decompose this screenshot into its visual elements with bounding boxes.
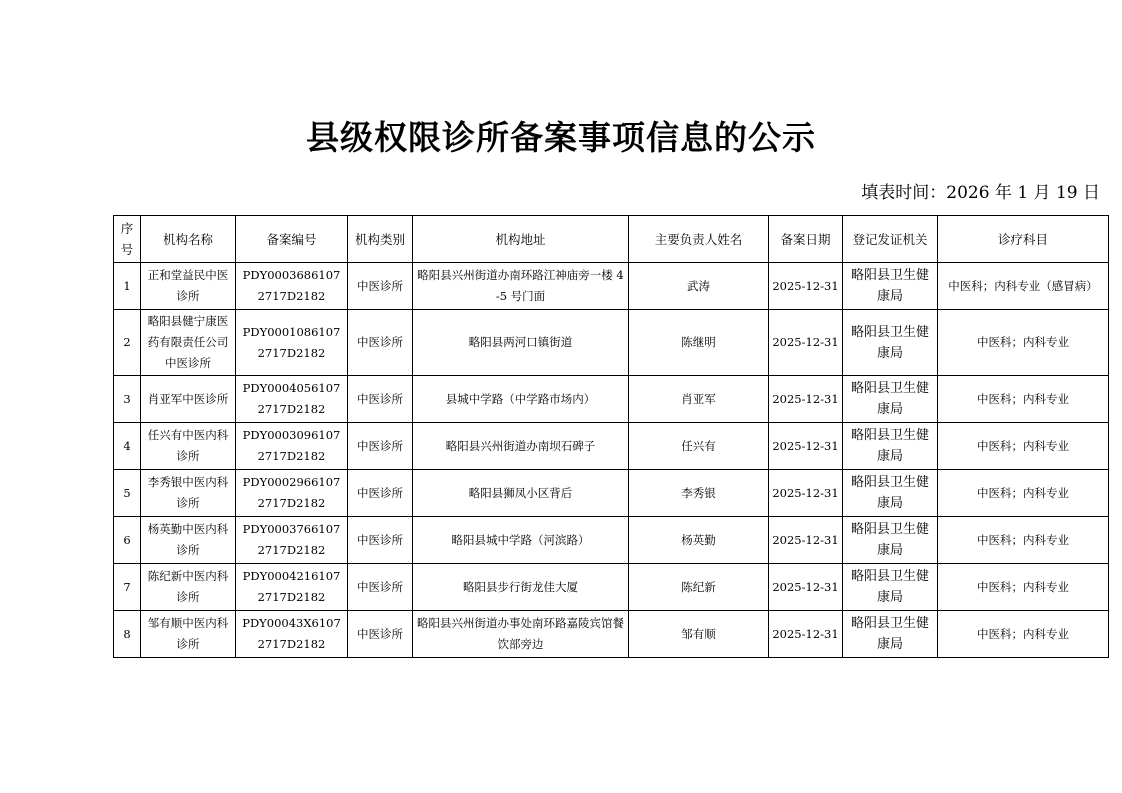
cell-type: 中医诊所 [348,423,413,470]
cell-authority: 略阳县卫生健康局 [843,263,938,310]
cell-authority: 略阳县卫生健康局 [843,376,938,423]
cell-date: 2025-12-31 [769,517,843,564]
table-row [114,564,1109,611]
table-row [114,517,1109,564]
cell-authority: 略阳县卫生健康局 [843,310,938,376]
cell-name: 任兴有中医内科诊所 [141,423,236,470]
cell-address: 略阳县两河口镇街道 [413,310,629,376]
header-address: 机构地址 [413,216,629,263]
cell-type: 中医诊所 [348,564,413,611]
cell-name: 李秀银中医内科诊所 [141,470,236,517]
cell-name: 正和堂益民中医诊所 [141,263,236,310]
cell-person: 邹有顺 [629,611,769,658]
cell-record-no: PDY00040561072717D2182 [236,376,348,423]
cell-person: 杨英勤 [629,517,769,564]
cell-record-no: PDY00029661072717D2182 [236,470,348,517]
header-scope: 诊疗科目 [938,216,1109,263]
cell-name: 肖亚军中医诊所 [141,376,236,423]
cell-record-no: PDY00030961072717D2182 [236,423,348,470]
table-header-row [114,216,1109,263]
cell-date: 2025-12-31 [769,611,843,658]
header-record-no: 备案编号 [236,216,348,263]
cell-authority: 略阳县卫生健康局 [843,611,938,658]
cell-name: 陈纪新中医内科诊所 [141,564,236,611]
table-row [114,611,1109,658]
cell-date: 2025-12-31 [769,310,843,376]
cell-address: 略阳县兴州街道办南环路江神庙旁一楼 4-5 号门面 [413,263,629,310]
header-type: 机构类别 [348,216,413,263]
cell-scope: 中医科；内科专业 [938,517,1109,564]
table-row [114,423,1109,470]
cell-date: 2025-12-31 [769,470,843,517]
cell-seq: 4 [114,423,141,470]
records-table [113,215,1109,658]
cell-authority: 略阳县卫生健康局 [843,564,938,611]
cell-date: 2025-12-31 [769,263,843,310]
table-row [114,263,1109,310]
cell-record-no: PDY00037661072717D2182 [236,517,348,564]
cell-person: 任兴有 [629,423,769,470]
cell-authority: 略阳县卫生健康局 [843,423,938,470]
cell-seq: 7 [114,564,141,611]
cell-record-no: PDY00042161072717D2182 [236,564,348,611]
cell-type: 中医诊所 [348,470,413,517]
cell-name: 略阳县健宁康医药有限责任公司中医诊所 [141,310,236,376]
fill-date: 填表时间：2026 年 1 月 19 日 [861,183,1100,203]
cell-seq: 5 [114,470,141,517]
cell-address: 略阳县城中学路（河滨路） [413,517,629,564]
cell-scope: 中医科；内科专业 [938,564,1109,611]
cell-person: 陈纪新 [629,564,769,611]
cell-seq: 3 [114,376,141,423]
cell-address: 略阳县狮凤小区背后 [413,470,629,517]
cell-record-no: PDY00010861072717D2182 [236,310,348,376]
cell-scope: 中医科；内科专业 [938,423,1109,470]
cell-scope: 中医科；内科专业 [938,376,1109,423]
cell-date: 2025-12-31 [769,564,843,611]
cell-record-no: PDY00043X61072717D2182 [236,611,348,658]
cell-type: 中医诊所 [348,517,413,564]
cell-date: 2025-12-31 [769,376,843,423]
page-title: 县级权限诊所备案事项信息的公示 [306,118,816,157]
header-name: 机构名称 [141,216,236,263]
cell-person: 陈继明 [629,310,769,376]
cell-name: 邹有顺中医内科诊所 [141,611,236,658]
header-date: 备案日期 [769,216,843,263]
cell-name: 杨英勤中医内科诊所 [141,517,236,564]
table-row [114,470,1109,517]
cell-scope: 中医科；内科专业 [938,310,1109,376]
header-authority: 登记发证机关 [843,216,938,263]
table-row [114,310,1109,376]
cell-address: 略阳县兴州街道办南坝石碑子 [413,423,629,470]
header-person: 主要负责人姓名 [629,216,769,263]
cell-date: 2025-12-31 [769,423,843,470]
header-seq: 序号 [114,216,141,263]
cell-seq: 2 [114,310,141,376]
cell-type: 中医诊所 [348,263,413,310]
cell-type: 中医诊所 [348,611,413,658]
cell-type: 中医诊所 [348,310,413,376]
cell-record-no: PDY00036861072717D2182 [236,263,348,310]
cell-person: 肖亚军 [629,376,769,423]
cell-person: 李秀银 [629,470,769,517]
cell-person: 武涛 [629,263,769,310]
cell-scope: 中医科；内科专业（感冒病） [938,263,1109,310]
cell-seq: 1 [114,263,141,310]
cell-seq: 8 [114,611,141,658]
cell-scope: 中医科；内科专业 [938,470,1109,517]
cell-seq: 6 [114,517,141,564]
cell-authority: 略阳县卫生健康局 [843,470,938,517]
cell-address: 略阳县兴州街道办事处南环路嘉陵宾馆餐饮部旁边 [413,611,629,658]
cell-address: 略阳县步行街龙佳大厦 [413,564,629,611]
cell-type: 中医诊所 [348,376,413,423]
cell-address: 县城中学路（中学路市场内） [413,376,629,423]
table-row [114,376,1109,423]
cell-scope: 中医科；内科专业 [938,611,1109,658]
cell-authority: 略阳县卫生健康局 [843,517,938,564]
